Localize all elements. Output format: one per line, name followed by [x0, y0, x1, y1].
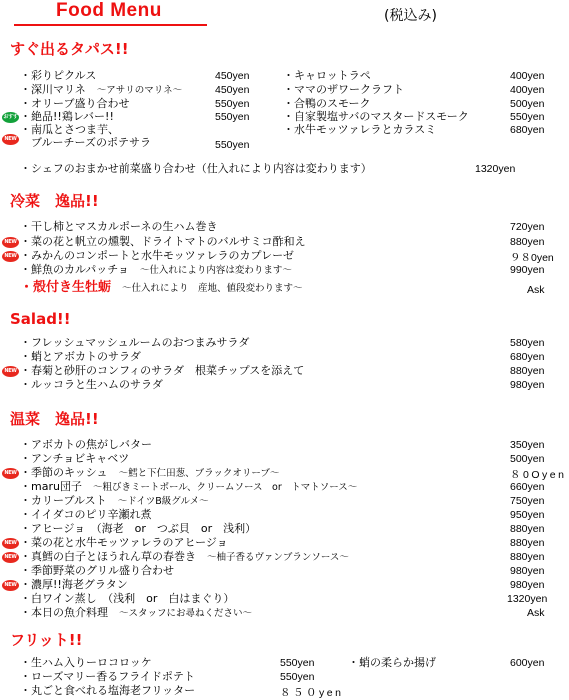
- menu-item: ・蛸の柔らか揚げ: [348, 656, 436, 669]
- menu-item: [20, 592, 234, 606]
- item-note: ～粗びきミートボール、クリームソース or トマトソース～: [92, 482, 358, 493]
- menu-price: 680yen: [510, 124, 545, 136]
- item-note: ～スタッフにお尋ねください～: [119, 608, 253, 619]
- menu-item: [20, 522, 256, 536]
- menu-price: 400yen: [510, 84, 545, 96]
- menu-item: [20, 466, 279, 481]
- menu-item: ・菜の花と水牛モッツァレラのアヒージョ: [20, 536, 228, 549]
- menu-item: [20, 281, 303, 296]
- menu-item: [20, 606, 252, 621]
- menu-price: 950yen: [510, 509, 545, 521]
- item-name: ・真鱈の白子とほうれん草の春巻き: [20, 550, 196, 563]
- menu-price: Ask: [527, 607, 545, 619]
- menu-item: ・イイダコのピリ辛瀬れ煮: [20, 508, 152, 521]
- menu-price: 980yen: [510, 579, 545, 591]
- menu-item: ・干し柿とマスカルポーネの生ハム巻き: [20, 220, 218, 233]
- menu-item: ・キャロットラペ: [283, 69, 371, 82]
- menu-item: ・ローズマリー香るフライドポテト: [20, 670, 195, 683]
- item-note: ～柚子香るヴァンブランソース～: [207, 552, 349, 563]
- new-badge-icon: NEW: [2, 552, 19, 563]
- item-note: （海老 or つぶ貝 or 浅利）: [96, 522, 257, 535]
- menu-price: 750yen: [510, 495, 545, 507]
- item-note: ～ドイツB級グルメ～: [117, 496, 209, 507]
- menu-price: 500yen: [510, 98, 545, 110]
- section-salad-heading: Salad!!: [10, 310, 71, 328]
- menu-item: ・アボカトの焦がしバター: [20, 438, 152, 451]
- menu-item: ・蛸とアボカトのサラダ: [20, 350, 141, 363]
- menu-price: 400yen: [510, 70, 545, 82]
- menu-price: 880yen: [510, 365, 545, 377]
- menu-price: 880yen: [510, 523, 545, 535]
- menu-item: ・アンチョビキャベツ: [20, 452, 130, 465]
- new-badge-icon: NEW: [2, 134, 19, 145]
- menu-price: ８５０yen: [280, 687, 344, 699]
- tax-note: (税込み): [384, 8, 437, 24]
- section-tapas-heading: すぐ出るタパス!!: [10, 40, 129, 58]
- section-warm-heading: 温菜 逸品!!: [10, 410, 99, 428]
- menu-item: ・水牛モッツァレラとカラスミ: [283, 123, 437, 136]
- menu-item: ・南瓜とさつま芋、: [20, 123, 119, 136]
- menu-price: 580yen: [510, 337, 545, 349]
- menu-price: 660yen: [510, 481, 545, 493]
- menu-item: ・季節野菜のグリル盛り合わせ: [20, 564, 174, 577]
- new-badge-icon: NEW: [2, 366, 19, 377]
- menu-item: ・ママのザワークラフト: [283, 83, 404, 96]
- new-badge-icon: NEW: [2, 580, 19, 591]
- menu-price: ８0Oyen: [510, 469, 567, 481]
- menu-item: ・シェフのおまかせ前菜盛り合わせ（仕入れにより内容は変わります）: [20, 162, 372, 175]
- item-name: ・maru団子: [20, 480, 82, 493]
- menu-title: Food Menu: [56, 0, 162, 21]
- item-name: ・カリーブルスト: [20, 494, 107, 507]
- menu-item: [20, 550, 349, 565]
- menu-price: 680yen: [510, 351, 545, 363]
- menu-item: [20, 494, 209, 509]
- new-badge-icon: NEW: [2, 251, 19, 262]
- menu-price: 720yen: [510, 221, 545, 233]
- menu-item: ・絶品!!鶏レバー!!: [20, 110, 114, 123]
- item-note: （浅利 or 白はまぐり）: [107, 592, 235, 605]
- menu-item: ・生ハム入りーロコロッケ: [20, 656, 152, 669]
- menu-price: 1320yen: [507, 593, 548, 605]
- item-note: ～鱈と下仁田葱、ブラックオリーブ～: [118, 468, 280, 479]
- item-name: ・深川マリネ: [20, 83, 86, 96]
- menu-price: 550yen: [510, 111, 545, 123]
- item-name: ・殻付き生牡蛎: [20, 280, 112, 295]
- menu-price: 550yen: [215, 98, 250, 110]
- menu-price: 550yen: [215, 111, 250, 123]
- menu-item: ・丸ごと食べれる塩海老フリッター: [20, 684, 196, 697]
- menu-price: 600yen: [510, 657, 545, 669]
- menu-price: 550yen: [280, 657, 315, 669]
- menu-item-continued: ブルーチーズのポテサラ: [20, 136, 152, 149]
- section-cold-heading: 冷菜 逸品!!: [10, 192, 99, 210]
- item-note: ～仕入れにより 産地、値段変わります～: [122, 283, 303, 294]
- menu-price: 500yen: [510, 453, 545, 465]
- item-note: ～アサリのマリネ～: [96, 85, 183, 96]
- menu-price: Ask: [527, 284, 545, 296]
- menu-item: ・みかんのコンポートと水牛モッツァレラのカプレーゼ: [20, 249, 294, 262]
- menu-price: 980yen: [510, 565, 545, 577]
- menu-price: 350yen: [510, 439, 545, 451]
- menu-item: [20, 263, 292, 278]
- menu-item: ・フレッシュマッシュルームのおつまみサラダ: [20, 336, 250, 349]
- recommend-badge-icon: おすすめ: [3, 114, 18, 131]
- item-name: ・白ワイン蒸し: [20, 592, 97, 605]
- menu-item: [20, 480, 357, 495]
- menu-item: ・濃厚!!海老グラタン: [20, 578, 128, 591]
- item-name: ・本日の魚介料理: [20, 606, 108, 619]
- item-name: ・季節のキッシュ: [20, 466, 108, 479]
- menu-item: ・合鴨のスモーク: [283, 97, 371, 110]
- menu-price: 1320yen: [475, 163, 516, 175]
- menu-item: ・彩りピクルス: [20, 69, 97, 82]
- menu-item: [20, 83, 182, 98]
- item-note: ～仕入れにより内容は変わります～: [139, 265, 292, 276]
- title-underline: [14, 24, 207, 26]
- menu-item: ・ルッコラと生ハムのサラダ: [20, 378, 163, 391]
- section-fritto-heading: フリット!!: [10, 631, 83, 649]
- menu-price: 450yen: [215, 84, 250, 96]
- menu-price: 550yen: [215, 139, 250, 151]
- item-name: ・アヒージョ: [20, 522, 86, 535]
- menu-price: 880yen: [510, 236, 545, 248]
- new-badge-icon: NEW: [2, 468, 19, 479]
- menu-price: 980yen: [510, 379, 545, 391]
- menu-price: 450yen: [215, 70, 250, 82]
- menu-price: 880yen: [510, 551, 545, 563]
- menu-item: ・菜の花と帆立の燻製、ドライトマトのバルサミコ酢和え: [20, 235, 306, 248]
- menu-item: ・自家製塩サバのマスタードスモーク: [283, 110, 469, 123]
- menu-item: ・春菊と砂肝のコンフィのサラダ 根菜チップスを添えて: [20, 364, 305, 377]
- menu-price: 880yen: [510, 537, 545, 549]
- menu-price: ９８0yen: [510, 252, 554, 264]
- menu-price: 550yen: [280, 671, 315, 683]
- item-name: ・鮮魚のカルパッチョ: [20, 263, 129, 276]
- new-badge-icon: NEW: [2, 538, 19, 549]
- menu-price: 990yen: [510, 264, 545, 276]
- menu-item: ・オリーブ盛り合わせ: [20, 97, 130, 110]
- new-badge-icon: NEW: [2, 237, 19, 248]
